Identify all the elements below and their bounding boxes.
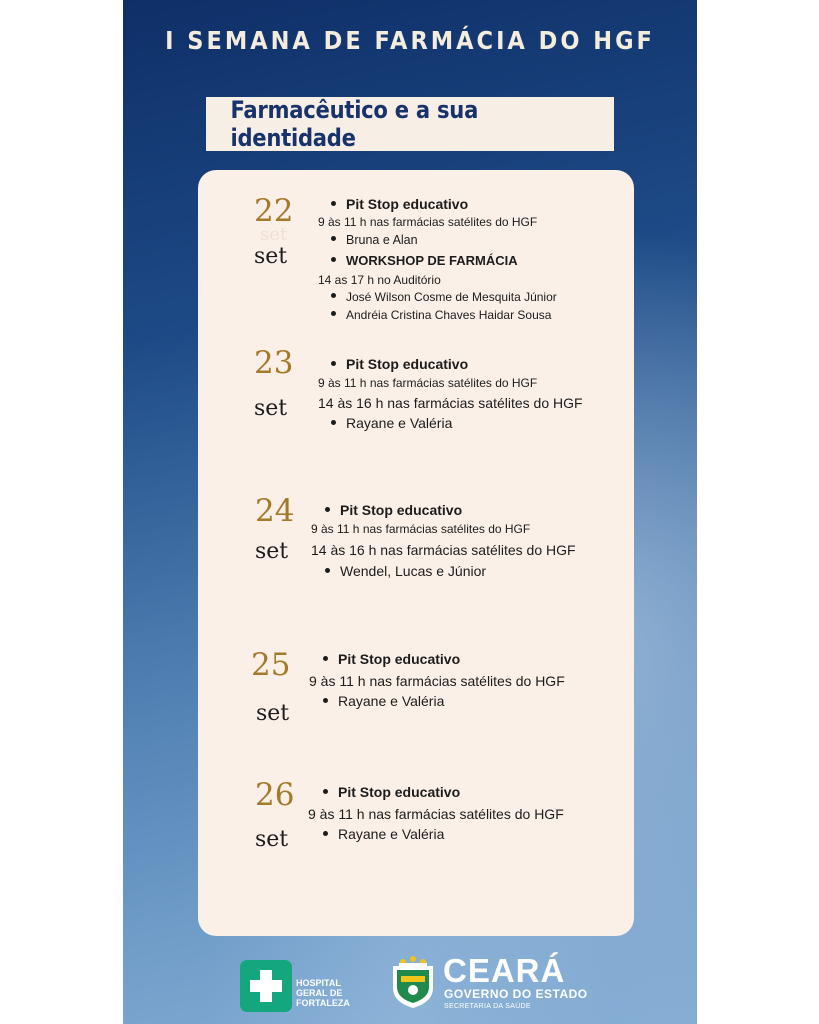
date-month-ghost: set bbox=[260, 224, 288, 245]
bullet-icon bbox=[331, 293, 336, 298]
bullet-icon bbox=[323, 656, 328, 661]
activity-title: Pit Stop educativo bbox=[331, 197, 468, 211]
date-day: 22 bbox=[254, 193, 294, 229]
bullet-icon bbox=[331, 257, 336, 262]
bullet-icon bbox=[331, 311, 336, 316]
bullet-icon bbox=[323, 789, 328, 794]
activity-time: 14 às 16 h nas farmácias satélites do HGF bbox=[318, 395, 583, 411]
activity-title: Pit Stop educativo bbox=[325, 503, 462, 517]
event-subtitle: Farmacêutico e a sua identidade bbox=[230, 96, 479, 152]
activity-time: 9 às 11 h nas farmácias satélites do HGF bbox=[311, 522, 531, 536]
activity-people: Rayane e Valéria bbox=[323, 694, 444, 708]
activity-people: José Wilson Cosme de Mesquita Júnior bbox=[331, 291, 557, 303]
activity-people: Andréia Cristina Chaves Haidar Sousa bbox=[331, 309, 551, 321]
activity-title: Pit Stop educativo bbox=[331, 357, 468, 371]
event-title: I SEMANA DE FARMÁCIA DO HGF bbox=[165, 26, 655, 55]
activity-time: 9 às 11 h nas farmácias satélites do HGF bbox=[309, 673, 565, 689]
bullet-icon bbox=[331, 420, 336, 425]
activity-time: 14 às 16 h nas farmácias satélites do HGF bbox=[311, 542, 576, 558]
bullet-icon bbox=[331, 201, 336, 206]
activity-time: 9 às 11 h nas farmácias satélites do HGF bbox=[308, 806, 564, 822]
date-month: set bbox=[255, 827, 289, 852]
state-name: CEARÁ bbox=[443, 952, 566, 989]
hospital-logo-text: HOSPITAL GERAL DE FORTALEZA bbox=[296, 978, 350, 1008]
date-month: set bbox=[254, 244, 288, 269]
activity-time: 9 às 11 h nas farmácias satélites do HGF bbox=[318, 215, 538, 229]
date-day: 25 bbox=[251, 647, 291, 683]
cross-icon bbox=[240, 960, 292, 1012]
activity-title: Pit Stop educativo bbox=[323, 785, 460, 799]
subtitle-banner bbox=[206, 97, 614, 151]
activity-title: WORKSHOP DE FARMÁCIA bbox=[331, 254, 518, 267]
bullet-icon bbox=[323, 698, 328, 703]
activity-people: Bruna e Alan bbox=[331, 234, 418, 247]
sponsor-footer bbox=[123, 952, 697, 1012]
activity-title: Pit Stop educativo bbox=[323, 652, 460, 666]
activity-people: Wendel, Lucas e Júnior bbox=[325, 564, 486, 578]
date-month: set bbox=[255, 539, 289, 564]
date-day: 24 bbox=[255, 493, 295, 529]
activity-people: Rayane e Valéria bbox=[331, 416, 452, 430]
bullet-icon bbox=[325, 507, 330, 512]
government-label: GOVERNO DO ESTADO bbox=[444, 987, 588, 1001]
schedule-card bbox=[198, 170, 634, 936]
date-month: set bbox=[254, 396, 288, 421]
state-crest-icon bbox=[389, 952, 437, 1010]
event-poster bbox=[123, 0, 697, 1024]
activity-time: 9 às 11 h nas farmácias satélites do HGF bbox=[318, 376, 538, 390]
date-day: 26 bbox=[255, 777, 295, 813]
activity-time: 14 as 17 h no Auditório bbox=[318, 273, 441, 287]
bullet-icon bbox=[325, 568, 330, 573]
activity-people: Rayane e Valéria bbox=[323, 827, 444, 841]
secretariat-label: SECRETARIA DA SAÚDE bbox=[444, 1003, 531, 1010]
date-month: set bbox=[256, 701, 290, 726]
bullet-icon bbox=[331, 236, 336, 241]
bullet-icon bbox=[323, 831, 328, 836]
date-day: 23 bbox=[254, 345, 294, 381]
bullet-icon bbox=[331, 361, 336, 366]
